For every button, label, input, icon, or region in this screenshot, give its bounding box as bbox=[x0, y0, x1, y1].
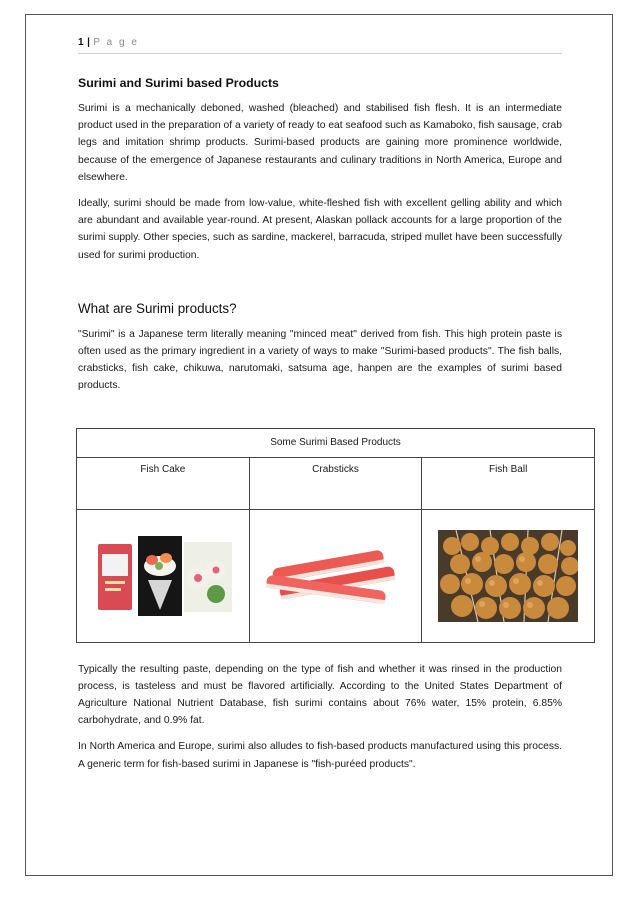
products-table bbox=[76, 428, 595, 643]
page-number: 1 bbox=[78, 37, 85, 48]
paragraph: "Surimi" is a Japanese term literally meaning "minced meat" derived from fish. This high protein paste is often used as the primary ingredient in a variety of ways to make "Surimi-based products". The fish balls, crabsticks, fish cake, chikuwa, narutomaki, satsuma age, hanpen are the examples of surimi based products. bbox=[78, 328, 562, 392]
fish-ball-image-cell bbox=[422, 509, 595, 642]
document-content bbox=[78, 76, 562, 782]
fish-ball-image bbox=[438, 530, 578, 622]
table-caption: Some Surimi Based Products bbox=[77, 428, 595, 457]
section-title-what-are-surimi: What are Surimi products? bbox=[78, 300, 237, 316]
column-fish-ball: Fish Ball bbox=[422, 457, 595, 509]
column-fish-cake: Fish Cake bbox=[77, 457, 250, 509]
page-header bbox=[78, 37, 562, 54]
header-separator: | bbox=[87, 37, 91, 48]
crabsticks-image-cell bbox=[249, 509, 422, 642]
fish-cake-image bbox=[92, 536, 234, 616]
paragraph: In North America and Europe, surimi also alludes to fish-based products manufactured using this process. A generic term for fish-based surimi in Japanese is "fish-puréed products". bbox=[78, 741, 562, 770]
section-title-surimi: Surimi and Surimi based Products bbox=[78, 76, 279, 90]
paragraph: Typically the resulting paste, depending on the type of fish and whether it was rinsed in the production process, is tasteless and must be flavored artificially. According to the United States Department of Agriculture National Nutrient Database, fish surimi contains about 76% water, 15% protein, 6.85% carbohydrate, and 0.9% fat. bbox=[78, 663, 562, 727]
fish-cake-image-cell bbox=[77, 509, 250, 642]
page-word: P a g e bbox=[93, 37, 139, 48]
paragraph: Ideally, surimi should be made from low-value, white-fleshed fish with excellent gelling ability and which are abundant and available year-round. At present, Alaskan pollack accounts for a large proportion of the surimi supply. Other species, such as sardine, mackerel, barracuda, striped mullet have been successfully used for surimi production. bbox=[78, 198, 562, 261]
crabsticks-image bbox=[264, 538, 406, 614]
paragraph: Surimi is a mechanically deboned, washed (bleached) and stabilised fish flesh. It is an intermediate product used in the preparation of a variety of ready to eat seafood such as Kamaboko, fish sausage, crab legs and imitation shrimp products. Surimi-based products are gaining more prominence worldwide, because of the emergence of Japanese restaurants and culinary traditions in North America, Europe and elsewhere. bbox=[78, 103, 562, 183]
column-crabsticks: Crabsticks bbox=[249, 457, 422, 509]
